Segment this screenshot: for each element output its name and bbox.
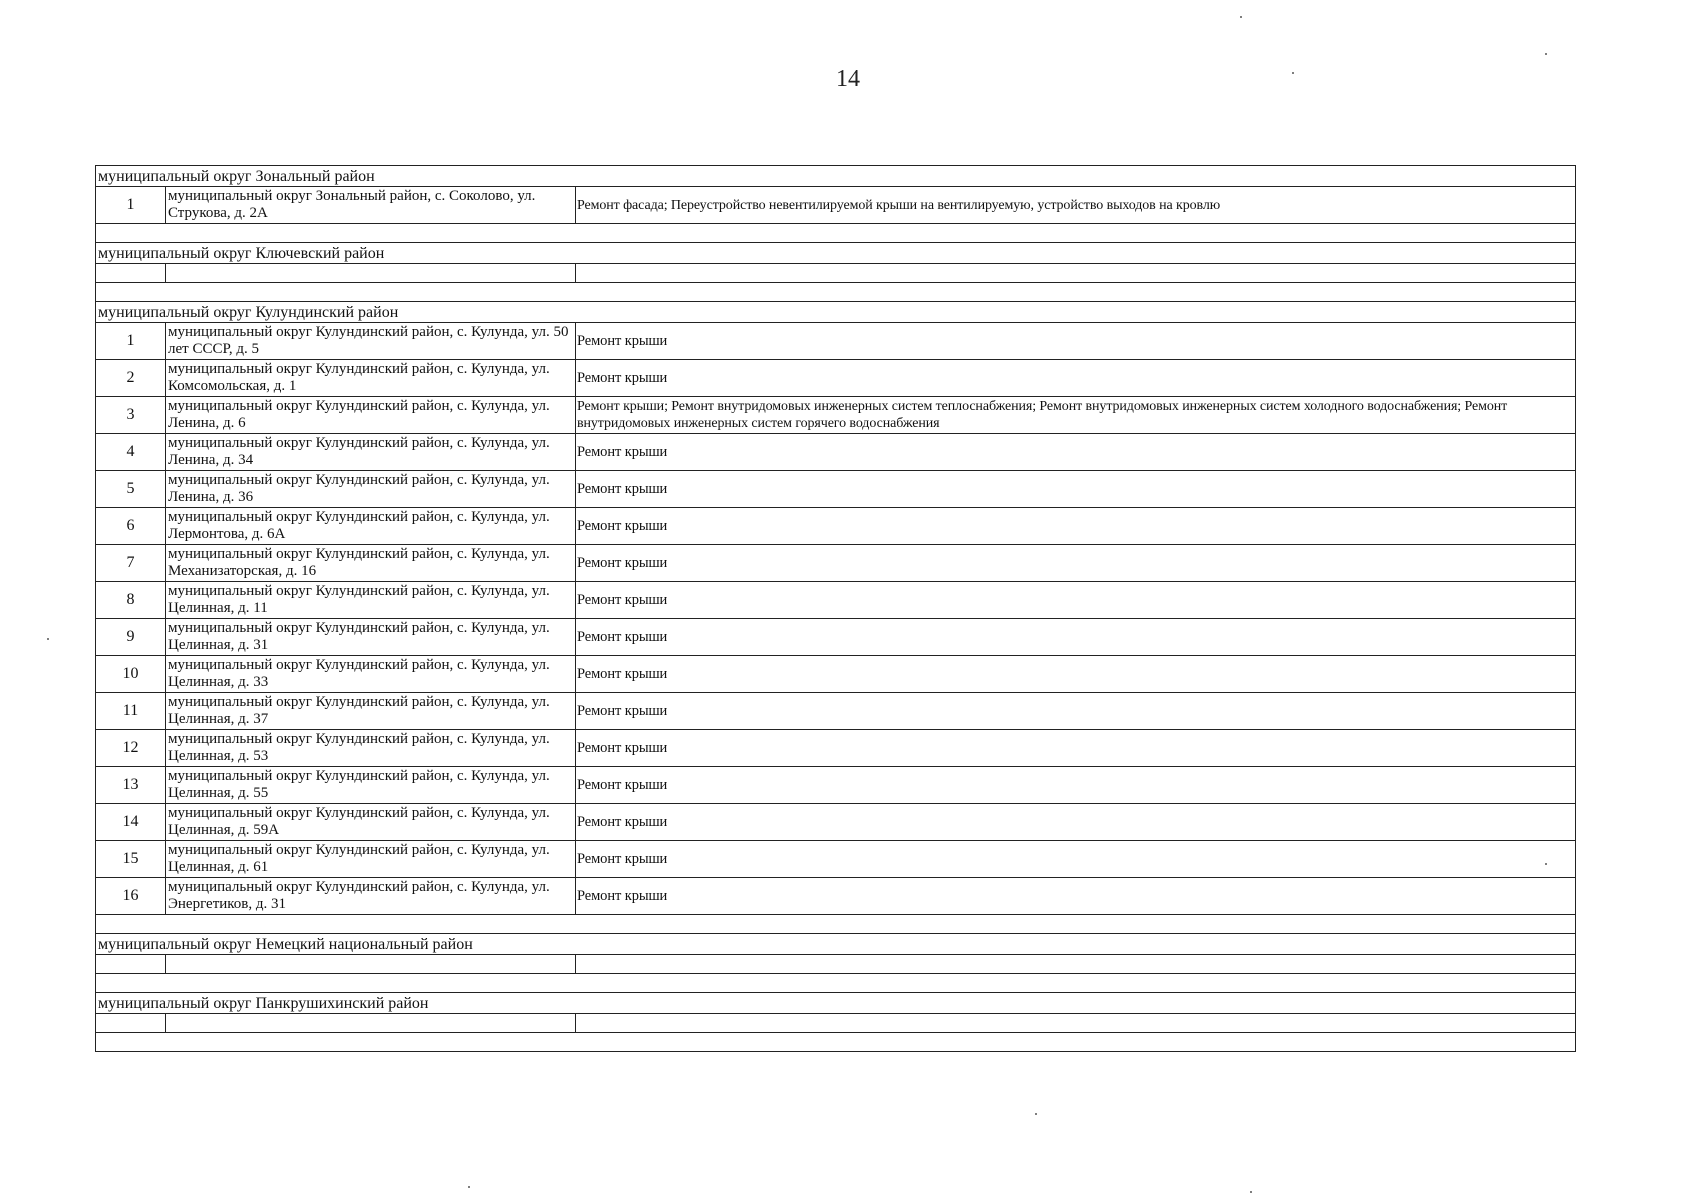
table-row	[96, 187, 1576, 224]
district-header-row	[96, 166, 1576, 187]
works-cell: Ремонт крыши	[576, 434, 1576, 471]
works-cell: Ремонт крыши	[576, 323, 1576, 360]
row-number: 7	[96, 545, 166, 582]
table-row	[96, 471, 1576, 508]
row-number: 3	[96, 397, 166, 434]
scan-speck	[468, 1186, 470, 1188]
row-number: 14	[96, 804, 166, 841]
table-row	[96, 508, 1576, 545]
address-cell: муниципальный округ Кулундинский район, с. Кулунда, ул. Целинная, д. 33	[166, 656, 576, 693]
table-row	[96, 841, 1576, 878]
table-row	[96, 767, 1576, 804]
scan-speck	[1035, 1113, 1037, 1115]
table-row	[96, 656, 1576, 693]
works-cell: Ремонт крыши	[576, 508, 1576, 545]
table-row	[96, 397, 1576, 434]
address-cell: муниципальный округ Кулундинский район, с. Кулунда, ул. Целинная, д. 55	[166, 767, 576, 804]
works-cell: Ремонт крыши	[576, 471, 1576, 508]
empty-row	[96, 955, 1576, 974]
works-cell: Ремонт крыши	[576, 545, 1576, 582]
works-cell: Ремонт крыши; Ремонт внутридомовых инженерных систем теплоснабжения; Ремонт внутридомовых инженерных систем холодного водоснабжения; Ремонт внутридомовых инженерных систем горячего водоснабжения	[576, 397, 1576, 434]
empty-cell	[96, 1014, 166, 1033]
address-cell: муниципальный округ Кулундинский район, с. Кулунда, ул. Лермонтова, д. 6А	[166, 508, 576, 545]
spacer-row	[96, 224, 1576, 243]
empty-cell	[166, 264, 576, 283]
scan-speck	[1240, 16, 1242, 18]
address-cell: муниципальный округ Кулундинский район, с. Кулунда, ул. Целинная, д. 61	[166, 841, 576, 878]
table-row	[96, 582, 1576, 619]
table-row	[96, 693, 1576, 730]
district-header-row	[96, 243, 1576, 264]
empty-cell	[576, 955, 1576, 974]
district-title: муниципальный округ Кулундинский район	[96, 302, 1576, 323]
spacer-cell	[96, 224, 1576, 243]
works-cell: Ремонт крыши	[576, 730, 1576, 767]
empty-row	[96, 1033, 1576, 1052]
table-row	[96, 545, 1576, 582]
works-cell: Ремонт крыши	[576, 693, 1576, 730]
row-number: 5	[96, 471, 166, 508]
table-row	[96, 434, 1576, 471]
empty-cell	[166, 955, 576, 974]
empty-cell	[96, 1033, 1576, 1052]
table-row	[96, 804, 1576, 841]
empty-cell	[96, 955, 166, 974]
scan-speck	[47, 638, 49, 640]
scan-speck	[1250, 1191, 1252, 1193]
works-cell: Ремонт крыши	[576, 582, 1576, 619]
address-cell: муниципальный округ Кулундинский район, с. Кулунда, ул. Комсомольская, д. 1	[166, 360, 576, 397]
district-title: муниципальный округ Ключевский район	[96, 243, 1576, 264]
address-cell: муниципальный округ Кулундинский район, с. Кулунда, ул. Целинная, д. 53	[166, 730, 576, 767]
empty-cell	[576, 1014, 1576, 1033]
row-number: 16	[96, 878, 166, 915]
district-title: муниципальный округ Панкрушихинский район	[96, 993, 1576, 1014]
row-number: 9	[96, 619, 166, 656]
spacer-row	[96, 283, 1576, 302]
works-cell: Ремонт крыши	[576, 841, 1576, 878]
works-cell: Ремонт крыши	[576, 878, 1576, 915]
scan-speck	[1292, 72, 1294, 74]
row-number: 4	[96, 434, 166, 471]
works-cell: Ремонт крыши	[576, 804, 1576, 841]
row-number: 10	[96, 656, 166, 693]
works-cell: Ремонт фасада; Переустройство невентилируемой крыши на вентилируемую, устройство выходов на кровлю	[576, 187, 1576, 224]
address-cell: муниципальный округ Кулундинский район, с. Кулунда, ул. Ленина, д. 34	[166, 434, 576, 471]
table-row	[96, 730, 1576, 767]
repair-table	[95, 165, 1576, 1052]
row-number: 2	[96, 360, 166, 397]
address-cell: муниципальный округ Кулундинский район, с. Кулунда, ул. Целинная, д. 37	[166, 693, 576, 730]
table-row	[96, 360, 1576, 397]
district-title: муниципальный округ Немецкий национальный район	[96, 934, 1576, 955]
district-header-row	[96, 302, 1576, 323]
address-cell: муниципальный округ Кулундинский район, с. Кулунда, ул. Целинная, д. 11	[166, 582, 576, 619]
spacer-row	[96, 974, 1576, 993]
page-number: 14	[836, 66, 860, 92]
row-number: 11	[96, 693, 166, 730]
address-cell: муниципальный округ Кулундинский район, с. Кулунда, ул. Целинная, д. 31	[166, 619, 576, 656]
row-number: 6	[96, 508, 166, 545]
works-cell: Ремонт крыши	[576, 360, 1576, 397]
row-number: 1	[96, 323, 166, 360]
district-title: муниципальный округ Зональный район	[96, 166, 1576, 187]
works-cell: Ремонт крыши	[576, 767, 1576, 804]
works-cell: Ремонт крыши	[576, 619, 1576, 656]
empty-row	[96, 264, 1576, 283]
empty-cell	[166, 1014, 576, 1033]
spacer-row	[96, 915, 1576, 934]
address-cell: муниципальный округ Зональный район, с. Соколово, ул. Струкова, д. 2А	[166, 187, 576, 224]
address-cell: муниципальный округ Кулундинский район, с. Кулунда, ул. 50 лет СССР, д. 5	[166, 323, 576, 360]
spacer-cell	[96, 915, 1576, 934]
empty-row	[96, 1014, 1576, 1033]
empty-cell	[576, 264, 1576, 283]
spacer-cell	[96, 283, 1576, 302]
address-cell: муниципальный округ Кулундинский район, с. Кулунда, ул. Механизаторская, д. 16	[166, 545, 576, 582]
row-number: 12	[96, 730, 166, 767]
row-number: 8	[96, 582, 166, 619]
address-cell: муниципальный округ Кулундинский район, с. Кулунда, ул. Энергетиков, д. 31	[166, 878, 576, 915]
address-cell: муниципальный округ Кулундинский район, с. Кулунда, ул. Целинная, д. 59А	[166, 804, 576, 841]
address-cell: муниципальный округ Кулундинский район, с. Кулунда, ул. Ленина, д. 36	[166, 471, 576, 508]
table-row	[96, 323, 1576, 360]
empty-cell	[96, 264, 166, 283]
address-cell: муниципальный округ Кулундинский район, с. Кулунда, ул. Ленина, д. 6	[166, 397, 576, 434]
table-row	[96, 878, 1576, 915]
district-header-row	[96, 993, 1576, 1014]
row-number: 15	[96, 841, 166, 878]
scan-speck	[1545, 53, 1547, 55]
works-cell: Ремонт крыши	[576, 656, 1576, 693]
spacer-cell	[96, 974, 1576, 993]
row-number: 1	[96, 187, 166, 224]
row-number: 13	[96, 767, 166, 804]
district-header-row	[96, 934, 1576, 955]
table-row	[96, 619, 1576, 656]
